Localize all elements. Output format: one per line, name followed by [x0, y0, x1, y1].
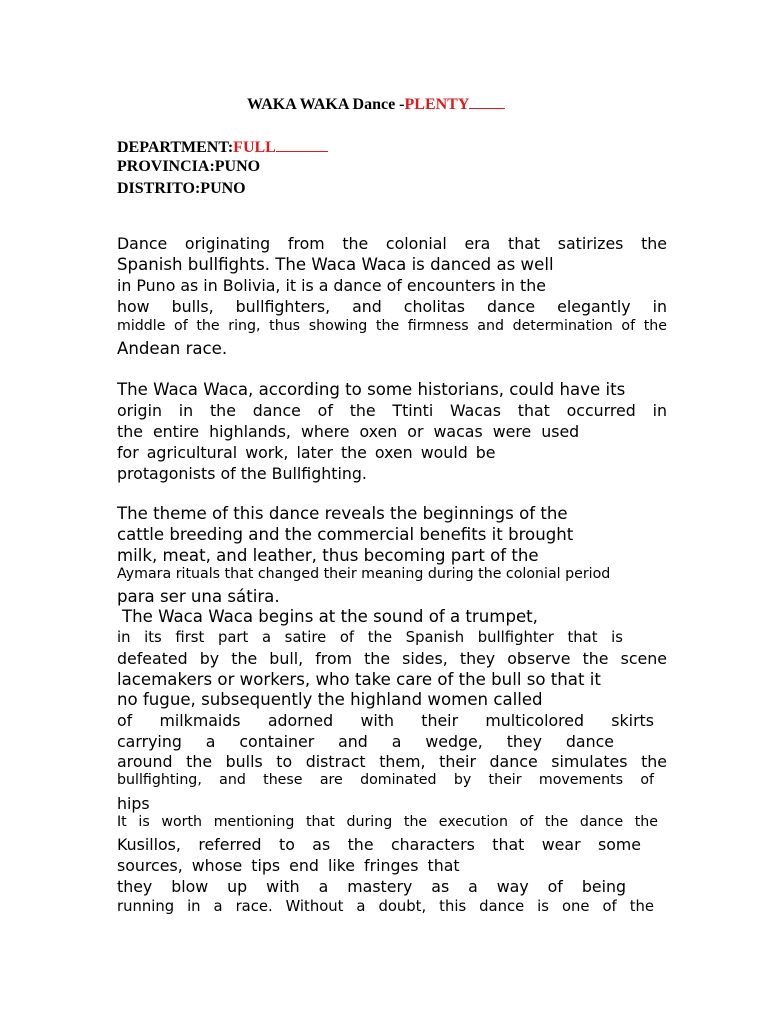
body-line: Kusillos, referred to as the characters that wear some: [117, 835, 641, 854]
department-line: [117, 137, 328, 158]
body-line: Andean race.: [117, 339, 228, 358]
body-line: Spanish bullfights. The Waca Waca is danced as well: [117, 255, 554, 274]
body-line: The theme of this dance reveals the beginnings of the: [117, 504, 568, 523]
body-line: the entire highlands, where oxen or wacas were used: [117, 422, 580, 441]
body-line: The Waca Waca begins at the sound of a trumpet,: [122, 607, 538, 626]
body-line: cattle breeding and the commercial benefits it brought: [117, 525, 574, 544]
body-line: in its first part a satire of the Spanish bullfighter that is: [117, 629, 623, 646]
body-line: in Puno as in Bolivia, it is a dance of encounters in the: [117, 276, 546, 295]
body-line: defeated by the bull, from the sides, they observe the scene: [117, 649, 667, 668]
body-line: para ser una sátira.: [117, 587, 280, 606]
provincia-line: PROVINCIA:PUNO: [117, 158, 261, 175]
body-line: they blow up with a mastery as a way of being: [117, 877, 626, 896]
body-line: bullfighting, and these are dominated by their movements of: [117, 772, 654, 788]
body-line: of milkmaids adorned with their multicolored skirts: [117, 711, 654, 730]
body-line: origin in the dance of the Ttinti Wacas that occurred in: [117, 401, 667, 420]
title-blank-line: [469, 94, 505, 109]
title-highlight: PLENTY: [404, 96, 470, 113]
body-line: The Waca Waca, according to some historians, could have its: [117, 380, 626, 399]
department-value: FULL: [233, 139, 276, 156]
body-line: carrying a container and a wedge, they dance: [117, 732, 614, 751]
department-label: DEPARTMENT:: [117, 139, 234, 156]
body-line: around the bulls to distract them, their dance simulates the: [117, 752, 667, 771]
body-line: sources, whose tips end like fringes that: [117, 856, 460, 875]
body-line: how bulls, bullfighters, and cholitas dance elegantly in: [117, 297, 667, 316]
body-line: lacemakers or workers, who take care of the bull so that it: [117, 670, 601, 689]
distrito-line: DISTRITO:PUNO: [117, 180, 246, 197]
body-line: no fugue, subsequently the highland women called: [117, 690, 543, 709]
department-blank-line: [276, 137, 328, 152]
body-line: Dance originating from the colonial era that satirizes the: [117, 234, 667, 253]
body-line: running in a race. Without a doubt, this dance is one of the: [117, 898, 654, 915]
body-line: protagonists of the Bullfighting.: [117, 464, 367, 483]
title-text: WAKA WAKA Dance -: [247, 96, 405, 113]
body-line: for agricultural work, later the oxen would be: [117, 443, 496, 462]
body-line: It is worth mentioning that during the execution of the dance the: [117, 814, 658, 830]
body-line: Aymara rituals that changed their meaning during the colonial period: [117, 566, 611, 582]
body-line: hips: [117, 794, 150, 813]
body-line: milk, meat, and leather, thus becoming part of the: [117, 546, 539, 565]
body-line: middle of the ring, thus showing the firmness and determination of the: [117, 318, 667, 334]
document-title: [247, 94, 505, 115]
